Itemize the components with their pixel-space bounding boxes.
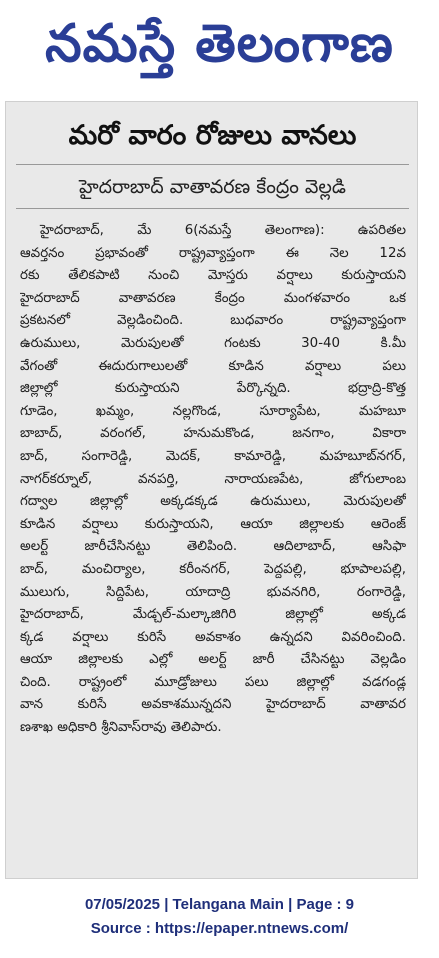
article-line: ఉరుములు, మెరుపులతో గంటకు 30-40 కి.మీ (20, 335, 406, 351)
article-line: కూడిన వర్షాలు కురుస్తాయని, ఆయా జిల్లాలకు ఆరెంజ్ (20, 516, 406, 532)
article-line: వేగంతో ఈదురుగాలులతో కూడిన వర్షాలు పలు (20, 358, 406, 374)
article-line: వాన కురిసే అవకాశమున్నదని హైదరాబాద్ వాతావర (20, 697, 406, 713)
article-line: హైదరాబాద్, మే 6(నమస్తే తెలంగాణ): ఉపరితల (40, 223, 406, 238)
article-headline: మరో వారం రోజులు వానలు (68, 120, 357, 151)
article-line: జిల్లాల్లో కురుస్తాయని పేర్కొన్నది. భద్రాద్రి-కొత్త (20, 381, 406, 397)
article-line: ఆవర్తనం ప్రభావంతో రాష్ట్రవ్యాప్తంగా ఈ నెల 12వ (20, 245, 406, 261)
article-line: గూడెం, ఖమ్మం, నల్లగొండ, సూర్యాపేట, మహబూ (20, 403, 406, 419)
article-line: హైదరాబాద్, మేడ్చల్-మల్కాజిగిరి జిల్లాల్లో అక్కడ (20, 607, 406, 623)
edition-info: 07/05/2025 | Telangana Main | Page : 9 (84, 896, 355, 913)
article-line: బాబాద్, వరంగల్, హనుమకొండ, జనగాం, వికారా (20, 426, 406, 442)
article-line: గద్వాల జిల్లాల్లో అక్కడక్కడ ఉరుములు, మెరుపులతో (20, 494, 406, 510)
article-subheadline: హైదరాబాద్ వాతావరణ కేంద్రం వెల్లడి (79, 176, 346, 198)
newspaper-logo: నమస్తే తెలంగాణ (45, 13, 394, 74)
masthead (0, 0, 439, 100)
article-line: రకు తేలికపాటి నుంచి మోస్తరు వర్షాలు కురుస్తాయని (20, 268, 406, 284)
subheadline-divider (16, 208, 409, 209)
source-link[interactable]: Source : https://epaper.ntnews.com/ (90, 920, 349, 937)
article-clipping (5, 101, 418, 879)
article-line: చింది. రాష్ట్రంలో మూడ్రోజులు పలు జిల్లాల్లో వడగండ్ల (20, 674, 406, 690)
article-line: నాగర్‌కర్నూల్, వనపర్తి, నారాయణపేట, జోగులాంబ (20, 471, 406, 487)
article-line: ములుగు, సిద్దిపేట, యాదాద్రి భువనగిరి, రంగారెడ్డి, (20, 584, 406, 600)
article-line: అలర్ట్ జారీచేసినట్టు తెలిపింది. ఆదిలాబాద్, ఆసిఫా (20, 539, 406, 555)
headline-divider (16, 164, 409, 165)
article-line: బాద్, మంచిర్యాల, కరీంనగర్, పెద్దపల్లి, భూపాలపల్లి, (20, 561, 406, 577)
article-line: క్కడ వర్షాలు కురిసే అవకాశం ఉన్నదని వివరించింది. (20, 629, 406, 645)
article-line: ఆయా జిల్లాలకు ఎల్లో అలర్ట్ జారీ చేసినట్టు వెల్లడిం (20, 652, 406, 668)
article-line: బాద్, సంగారెడ్డి, మెదక్, కామారెడ్డి, మహబూబ్‌నగర్, (20, 448, 406, 464)
article-body (20, 220, 406, 740)
article-line: ణశాఖ అధికారి శ్రీనివాస్‌రావు తెలిపారు. (20, 720, 222, 736)
article-line: హైదరాబాద్ వాతావరణ కేంద్రం మంగళవారం ఒక (20, 290, 406, 306)
article-line: ప్రకటనలో వెల్లడించింది. బుధవారం రాష్ట్రవ్యాప్తంగా (20, 313, 406, 329)
